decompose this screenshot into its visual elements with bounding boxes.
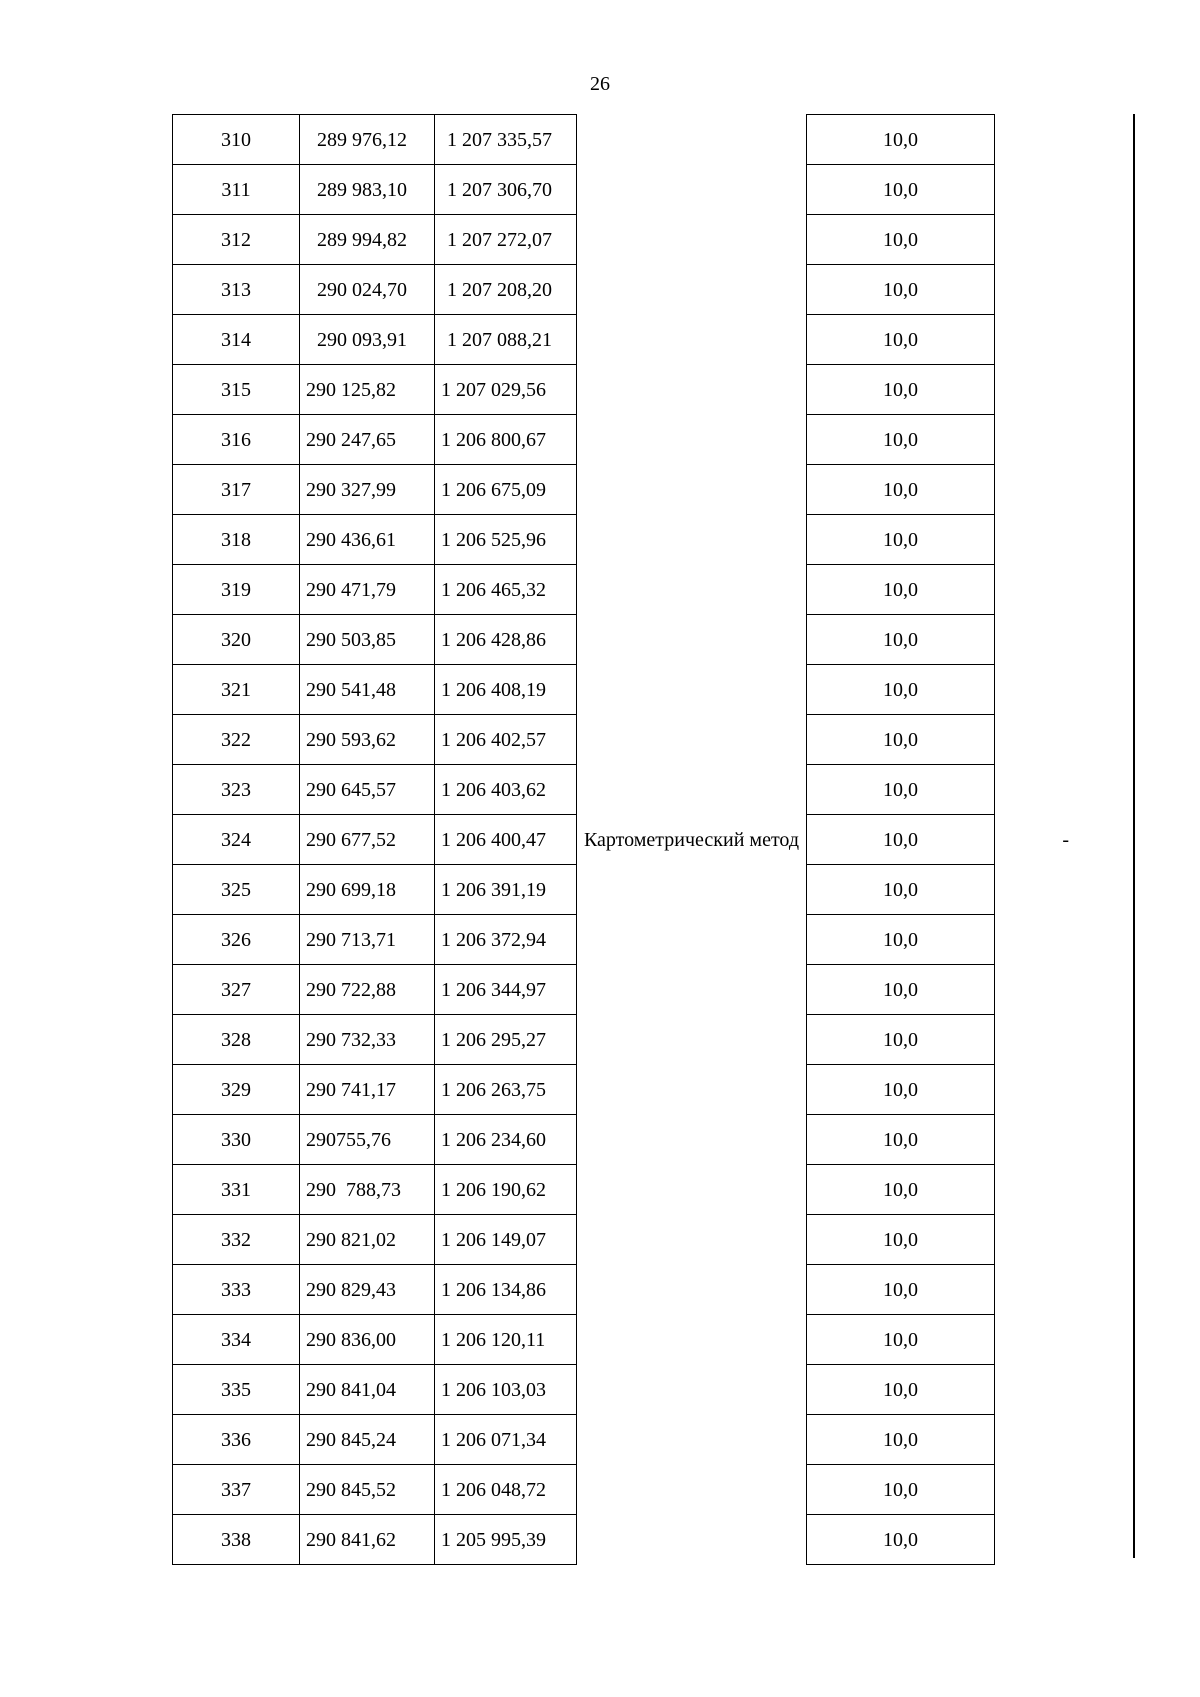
y-coordinate-cell: 1 206 402,57 [435,715,577,765]
accuracy-cell: 10,0 [807,1065,995,1115]
x-coordinate-cell: 290 841,04 [300,1365,435,1415]
y-coordinate-cell: 1 207 272,07 [435,215,577,265]
y-coordinate-cell: 1 206 675,09 [435,465,577,515]
accuracy-cell: 10,0 [807,1515,995,1565]
accuracy-cell: 10,0 [807,665,995,715]
y-coordinate-cell: 1 205 995,39 [435,1515,577,1565]
x-coordinate-cell: 290 829,43 [300,1265,435,1315]
accuracy-cell: 10,0 [807,315,995,365]
accuracy-cell: 10,0 [807,1165,995,1215]
point-number-cell: 321 [173,665,300,715]
x-coordinate-cell: 290 845,24 [300,1415,435,1465]
accuracy-cell: 10,0 [807,165,995,215]
point-number-cell: 338 [173,1515,300,1565]
y-coordinate-cell: 1 206 408,19 [435,665,577,715]
accuracy-cell: 10,0 [807,115,995,165]
accuracy-cell: 10,0 [807,465,995,515]
x-coordinate-cell: 290 699,18 [300,865,435,915]
accuracy-cell: 10,0 [807,865,995,915]
x-coordinate-cell: 290 541,48 [300,665,435,715]
accuracy-cell: 10,0 [807,1315,995,1365]
y-coordinate-cell: 1 207 088,21 [435,315,577,365]
accuracy-cell: 10,0 [807,1265,995,1315]
point-number-cell: 319 [173,565,300,615]
x-coordinate-cell: 290 645,57 [300,765,435,815]
page-number: 26 [590,73,610,95]
point-number-cell: 331 [173,1165,300,1215]
y-coordinate-cell: 1 207 208,20 [435,265,577,315]
x-coordinate-cell: 289 983,10 [300,165,435,215]
y-coordinate-cell: 1 206 372,94 [435,915,577,965]
accuracy-cell: 10,0 [807,715,995,765]
x-coordinate-cell: 289 976,12 [300,115,435,165]
x-coordinate-cell: 290 713,71 [300,915,435,965]
point-number-cell: 322 [173,715,300,765]
y-coordinate-cell: 1 206 391,19 [435,865,577,915]
x-coordinate-cell: 290 821,02 [300,1215,435,1265]
x-coordinate-cell: 290 788,73 [300,1165,435,1215]
point-number-cell: 311 [173,165,300,215]
x-coordinate-cell: 290 503,85 [300,615,435,665]
point-number-cell: 313 [173,265,300,315]
point-number-cell: 337 [173,1465,300,1515]
point-number-cell: 332 [173,1215,300,1265]
accuracy-cell: 10,0 [807,265,995,315]
right-border-line [1133,114,1135,1558]
y-coordinate-cell: 1 207 306,70 [435,165,577,215]
y-coordinate-cell: 1 206 800,67 [435,415,577,465]
point-number-cell: 314 [173,315,300,365]
point-number-cell: 326 [173,915,300,965]
accuracy-cell: 10,0 [807,215,995,265]
table-body [173,115,1137,1565]
y-coordinate-cell: 1 206 120,11 [435,1315,577,1365]
accuracy-cell: 10,0 [807,365,995,415]
point-number-cell: 312 [173,215,300,265]
accuracy-cell: 10,0 [807,765,995,815]
y-coordinate-cell: 1 206 400,47 [435,815,577,865]
x-coordinate-cell: 290 327,99 [300,465,435,515]
accuracy-cell: 10,0 [807,1115,995,1165]
y-coordinate-cell: 1 207 029,56 [435,365,577,415]
point-number-cell: 327 [173,965,300,1015]
accuracy-cell: 10,0 [807,1015,995,1065]
y-coordinate-cell: 1 206 295,27 [435,1015,577,1065]
accuracy-cell: 10,0 [807,515,995,565]
accuracy-cell: 10,0 [807,815,995,865]
point-number-cell: 310 [173,115,300,165]
x-coordinate-cell: 289 994,82 [300,215,435,265]
y-coordinate-cell: 1 206 190,62 [435,1165,577,1215]
y-coordinate-cell: 1 206 263,75 [435,1065,577,1115]
point-number-cell: 316 [173,415,300,465]
point-number-cell: 336 [173,1415,300,1465]
x-coordinate-cell: 290 677,52 [300,815,435,865]
coordinates-table [172,114,1137,1565]
point-number-cell: 333 [173,1265,300,1315]
x-coordinate-cell: 290 093,91 [300,315,435,365]
point-number-cell: 318 [173,515,300,565]
x-coordinate-cell: 290755,76 [300,1115,435,1165]
accuracy-cell: 10,0 [807,915,995,965]
x-coordinate-cell: 290 836,00 [300,1315,435,1365]
point-number-cell: 315 [173,365,300,415]
accuracy-cell: 10,0 [807,965,995,1015]
x-coordinate-cell: 290 845,52 [300,1465,435,1515]
x-coordinate-cell: 290 125,82 [300,365,435,415]
point-number-cell: 324 [173,815,300,865]
y-coordinate-cell: 1 206 071,34 [435,1415,577,1465]
point-number-cell: 325 [173,865,300,915]
method-cell: Картометрический метод [583,828,800,851]
y-coordinate-cell: 1 206 234,60 [435,1115,577,1165]
accuracy-cell: 10,0 [807,615,995,665]
y-coordinate-cell: 1 206 149,07 [435,1215,577,1265]
y-coordinate-cell: 1 206 465,32 [435,565,577,615]
point-number-cell: 335 [173,1365,300,1415]
accuracy-cell: 10,0 [807,1415,995,1465]
accuracy-cell: 10,0 [807,1215,995,1265]
x-coordinate-cell: 290 741,17 [300,1065,435,1115]
y-coordinate-cell: 1 206 103,03 [435,1365,577,1415]
y-coordinate-cell: 1 206 134,86 [435,1265,577,1315]
x-coordinate-cell: 290 732,33 [300,1015,435,1065]
y-coordinate-cell: 1 206 344,97 [435,965,577,1015]
y-coordinate-cell: 1 206 525,96 [435,515,577,565]
x-coordinate-cell: 290 247,65 [300,415,435,465]
point-number-cell: 329 [173,1065,300,1115]
accuracy-cell: 10,0 [807,1465,995,1515]
point-number-cell: 323 [173,765,300,815]
x-coordinate-cell: 290 436,61 [300,515,435,565]
table-row [173,115,1137,165]
x-coordinate-cell: 290 593,62 [300,715,435,765]
point-number-cell: 328 [173,1015,300,1065]
point-number-cell: 330 [173,1115,300,1165]
point-number-cell: 320 [173,615,300,665]
point-number-cell: 334 [173,1315,300,1365]
accuracy-cell: 10,0 [807,1365,995,1415]
x-coordinate-cell: 290 471,79 [300,565,435,615]
y-coordinate-cell: 1 207 335,57 [435,115,577,165]
y-coordinate-cell: 1 206 048,72 [435,1465,577,1515]
description-cell: - [1062,828,1070,851]
x-coordinate-cell: 290 722,88 [300,965,435,1015]
x-coordinate-cell: 290 024,70 [300,265,435,315]
y-coordinate-cell: 1 206 428,86 [435,615,577,665]
accuracy-cell: 10,0 [807,565,995,615]
x-coordinate-cell: 290 841,62 [300,1515,435,1565]
accuracy-cell: 10,0 [807,415,995,465]
y-coordinate-cell: 1 206 403,62 [435,765,577,815]
point-number-cell: 317 [173,465,300,515]
